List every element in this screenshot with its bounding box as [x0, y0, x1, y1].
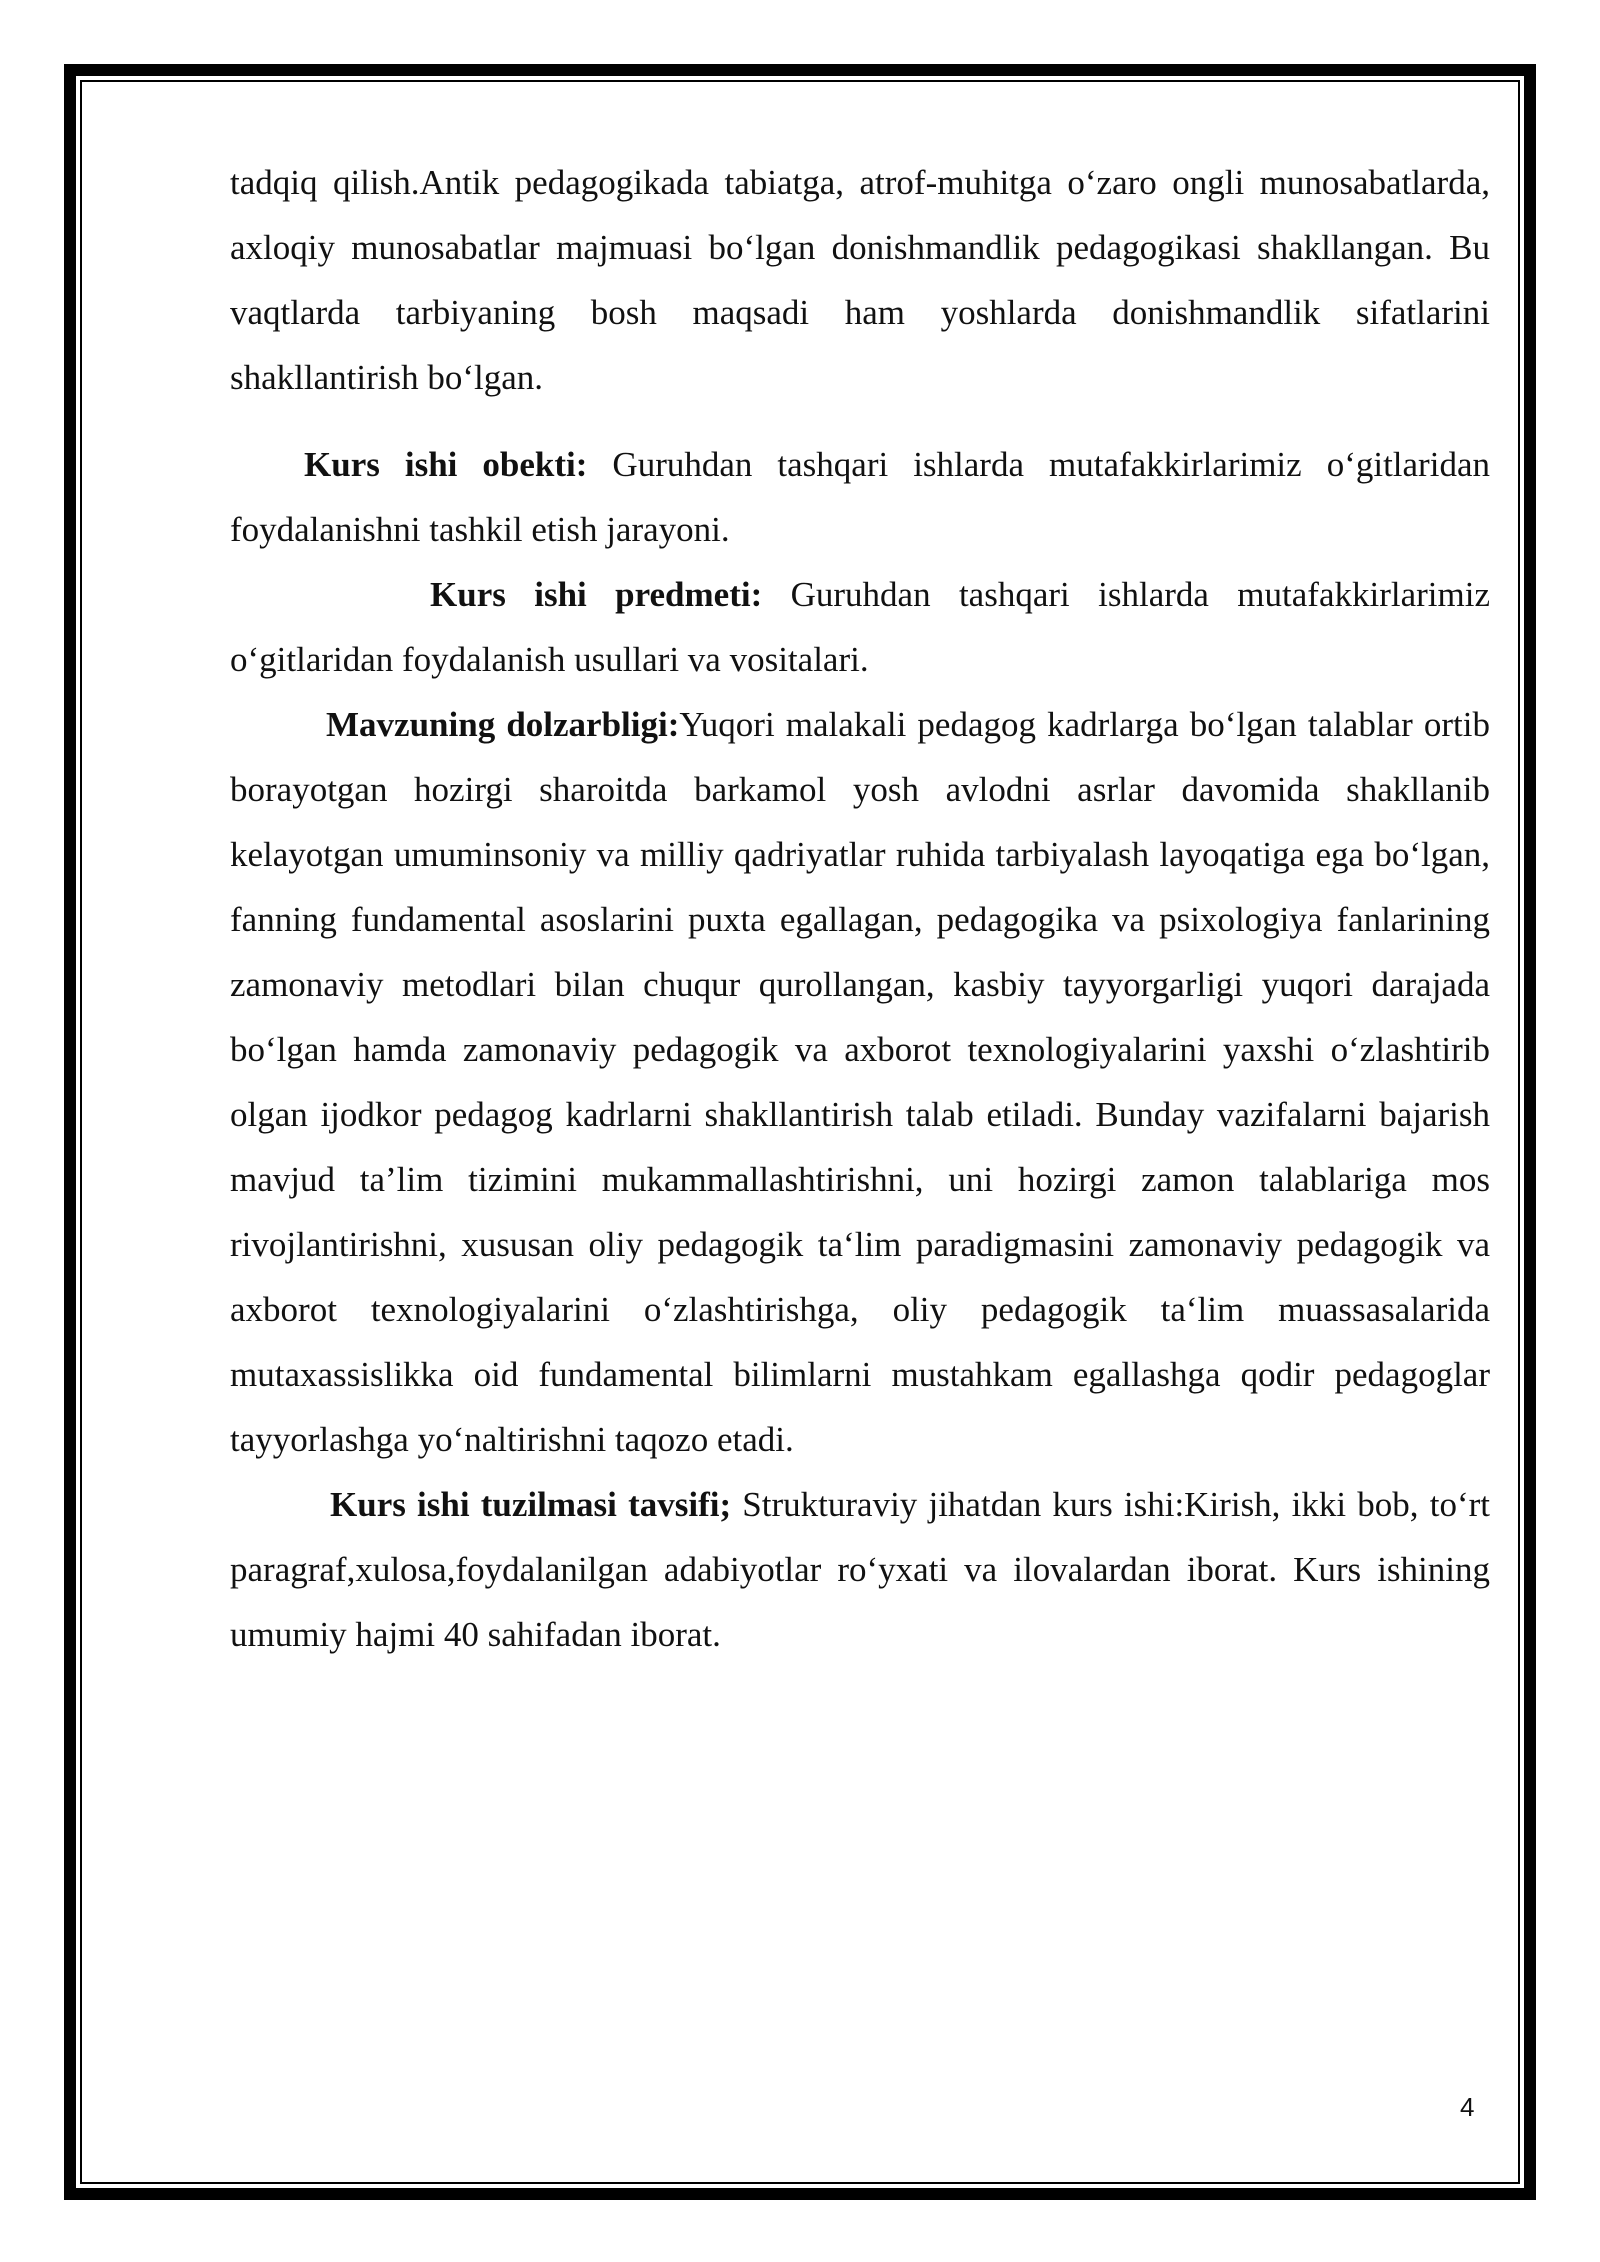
paragraph-text: Strukturaviy jihatdan kurs ishi:Kirish, ikki bob, to‘rt paragraf,xulosa,foydalanilgan adabiyotlar ro‘yxati va ilovalardan iborat. Kurs ishining umumiy hajmi 40 sahifadan iborat. — [230, 1485, 1490, 1654]
paragraph-structure — [230, 1472, 1490, 1667]
page-number: 4 — [1460, 2092, 1475, 2122]
paragraph-object — [230, 432, 1490, 562]
paragraph-text: tadqiq qilish.Antik pedagogikada tabiatga, atrof-muhitga o‘zaro ongli munosabatlarda, axloqiy munosabatlar majmuasi bo‘lgan donishmandlik pedagogikasi shakllangan. Bu vaqtlarda tarbiyaning bosh maqsadi ham yoshlarda donishmandlik sifatlarini shakllantirish bo‘lgan. — [230, 163, 1490, 397]
paragraph-lead: Mavzuning dolzarbligi: — [326, 705, 680, 744]
paragraph-lead: Kurs ishi obekti: — [304, 445, 588, 484]
paragraph-lead: Kurs ishi tuzilmasi tavsifi; — [330, 1485, 732, 1524]
paragraph-subject — [230, 562, 1490, 692]
paragraph-text: Yuqori malakali pedagog kadrlarga bo‘lgan talablar ortib borayotgan hozirgi sharoitda barkamol yosh avlodni asrlar davomida shakllanib kelayotgan umuminsoniy va milliy qadriyatlar ruhida tarbiyalash layoqatiga ega bo‘lgan, fanning fundamental asoslarini puxta egallagan, pedagogika va psixologiya fanlarining zamonaviy metodlari bilan chuqur qurollangan, kasbiy tayyorgarligi yuqori darajada bo‘lgan hamda zamonaviy pedagogik va axborot texnologiyalarini yaxshi o‘zlashtirib olgan ijodkor pedagog kadrlarni shakllantirish talab etiladi. Bunday vazifalarni bajarish mavjud ta’lim tizimini mukammallashtirishni, uni hozirgi zamon talablariga mos rivojlantirishni, xususan oliy pedagogik ta‘lim paradigmasini zamonaviy pedagogik va axborot texnologiyalarini o‘zlashtirishga, oliy pedagogik ta‘lim muassasalarida mutaxassislikka oid fundamental bilimlarni mustahkam egallashga qodir pedagoglar tayyorlashga yo‘naltirishni taqozo etadi. — [230, 705, 1490, 1459]
paragraph-intro — [230, 150, 1490, 410]
document-body — [230, 150, 1490, 1667]
paragraph-lead: Kurs ishi predmeti: — [430, 575, 763, 614]
paragraph-text: Guruhdan tashqari ishlarda mutafakkirlarimiz o‘gitlaridan foydalanishni tashkil etish jarayoni. — [230, 445, 1490, 549]
paragraph-relevance — [230, 692, 1490, 1472]
paragraph-text: Guruhdan tashqari ishlarda mutafakkirlarimiz o‘gitlaridan foydalanish usullari va vositalari. — [230, 575, 1490, 679]
